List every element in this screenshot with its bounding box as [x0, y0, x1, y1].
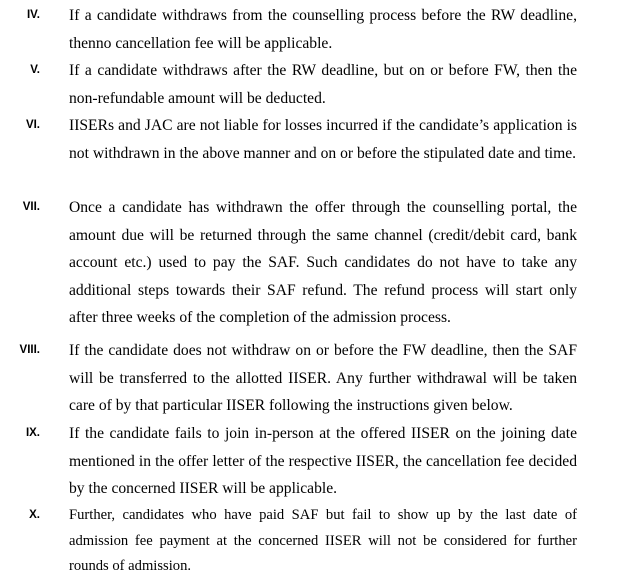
item-number: IV.: [26, 9, 40, 21]
item-text: Further, candidates who have paid SAF but fail to show up by the last date of admission fee payment at the concerned IISER will not be considered for further rounds of admission.: [69, 507, 577, 574]
item-number: V.: [30, 64, 40, 76]
item-text: If a candidate withdraws after the RW deadline, but on or before FW, then the non-refundable amount will be deducted.: [69, 62, 577, 107]
item-text: If the candidate fails to join in-person at the offered IISER on the joining date mentioned in the offer letter of the respective IISER, the cancellation fee decided by the concerned IISER will be applicable.: [69, 425, 577, 497]
item-text: Once a candidate has withdrawn the offer through the counselling portal, the amount due will be returned through the same channel (credit/debit card, bank account etc.) used to pay the SAF. Such candidates do not have to take any additional steps towards their SAF refund. The refund process will start only after three weeks of the completion of the admission process.: [69, 199, 577, 326]
item-text: If the candidate does not withdraw on or before the FW deadline, then the SAF will be transferred to the allotted IISER. Any further withdrawal will be taken care of by that particular IISER following the instructions given below.: [69, 342, 577, 414]
item-number: VI.: [25, 119, 40, 131]
item-number: X.: [29, 509, 40, 521]
item-text: If a candidate withdraws from the counselling process before the RW deadline, thenno cancellation fee will be applicable.: [69, 7, 577, 52]
item-number: VII.: [22, 201, 40, 213]
item-number: IX.: [25, 427, 40, 439]
item-text: IISERs and JAC are not liable for losses incurred if the candidate’s application is not withdrawn in the above manner and on or before the stipulated date and time.: [69, 117, 577, 162]
item-number: VIII.: [19, 344, 40, 356]
